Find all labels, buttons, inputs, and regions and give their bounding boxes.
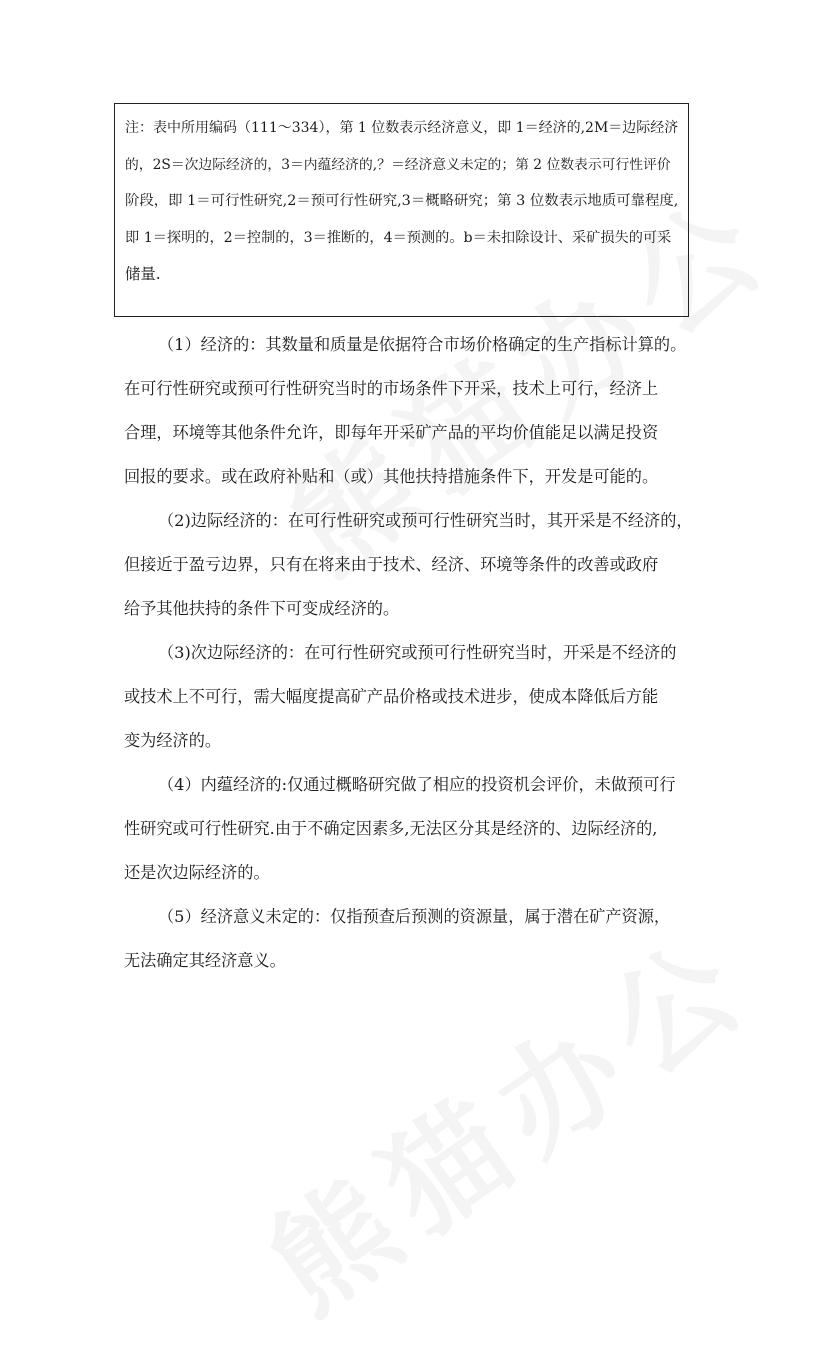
paragraph-3-line: 变为经济的。 <box>124 731 222 750</box>
paragraph-1-line: （1）经济的：其数量和质量是依据符合市场价格确定的生产指标计算的。 <box>158 335 687 354</box>
paragraph-2-line: 但接近于盈亏边界，只有在将来由于技术、经济、环境等条件的改善或政府 <box>124 555 659 574</box>
paragraph-2-line: （2)边际经济的：在可行性研究或预可行性研究当时，其开采是不经济的， <box>158 511 693 530</box>
note-line: 阶段，即 1＝可行性研究,2＝预可行性研究,3＝概略研究；第 3 位数表示地质可靠程度, <box>125 193 679 209</box>
note-line: 即 1＝探明的，2＝控制的，3＝推断的，4＝预测的。b＝未扣除设计、采矿损失的可采 <box>125 229 672 246</box>
note-line: 储量. <box>125 265 161 283</box>
paragraph-4-line: 性研究或可行性研究.由于不确定因素多,无法区分其是经济的、边际经济的, <box>124 819 658 838</box>
paragraph-4-line: （4）内蕴经济的:仅通过概略研究做了相应的投资机会评价，未做预可行 <box>158 775 676 794</box>
watermark <box>231 887 782 1345</box>
paragraph-3-line: 或技术上不可行，需大幅度提高矿产品价格或技术进步，使成本降低后方能 <box>124 687 659 706</box>
paragraph-4-line: 还是次边际经济的。 <box>124 863 270 882</box>
note-line: 注：表中所用编码（111～334），第 1 位数表示经济意义，即 1＝经济的,2M＝边际经济 <box>125 120 679 136</box>
note-line: 的，2S＝次边际经济的，3＝内蕴经济的,？＝经济意义未定的；第 2 位数表示可行性评价 <box>125 156 671 173</box>
paragraph-3-line: （3)次边际经济的：在可行性研究或预可行性研究当时，开采是不经济的 <box>158 643 677 662</box>
paragraph-1-line: 回报的要求。或在政府补贴和（或）其他扶持措施条件下，开发是可能的。 <box>124 467 659 486</box>
note-box <box>114 103 689 317</box>
paragraph-1-line: 合理，环境等其他条件允许，即每年开采矿产品的平均价值能足以满足投资 <box>124 423 659 442</box>
paragraph-2-line: 给予其他扶持的条件下可变成经济的。 <box>124 599 400 618</box>
paragraph-1-line: 在可行性研究或预可行性研究当时的市场条件下开采，技术上可行，经济上 <box>124 379 659 398</box>
paragraph-5-line: （5）经济意义未定的：仅指预查后预测的资源量，属于潜在矿产资源， <box>158 907 671 926</box>
paragraph-5-line: 无法确定其经济意义。 <box>124 951 286 970</box>
